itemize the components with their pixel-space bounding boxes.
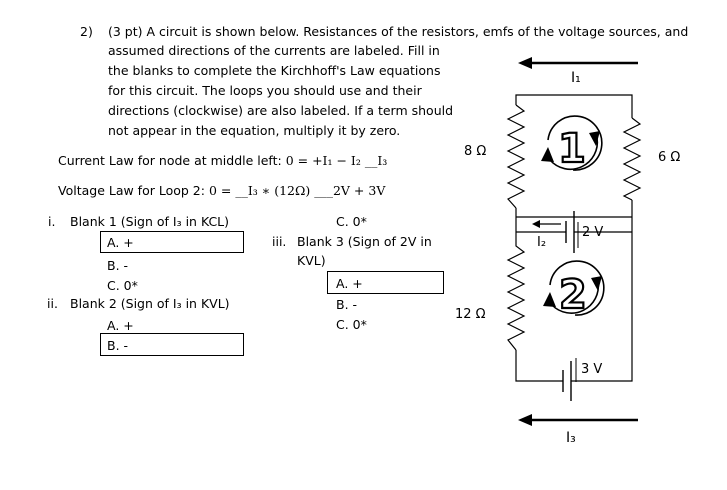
loop2-indicator [543,261,604,318]
resistor-6ohm [624,118,640,200]
i1-label: I₁ [571,70,581,86]
blank1-title: Blank 1 (Sign of I₃ in KCL) [70,214,230,229]
loop2-label: 2 [559,272,587,318]
r6-label: 6 Ω [658,150,681,165]
blank3-option-c[interactable]: C. 0* [336,317,367,332]
question-line-2: assumed directions of the currents are labeled. Fill in [108,43,440,58]
voltage-law-label: Voltage Law for Loop 2: [58,183,205,198]
loop1-indicator [541,116,602,172]
r12-label: 12 Ω [455,307,486,322]
blank1-option-c[interactable]: C. 0* [107,278,138,293]
r8-label: 8 Ω [464,144,487,159]
v2-label: 2 V [582,225,604,240]
question-line-5: directions (clockwise) are also labeled. If a term should [108,103,454,118]
blank1-roman: i. [48,214,56,229]
i3-label: I₃ [566,430,576,446]
v3-label: 3 V [581,362,603,377]
i2-label: I₂ [537,235,547,250]
loop1-label: 1 [558,126,586,172]
question-number: 2) [80,24,93,39]
blank3-title-line2: KVL) [297,253,326,268]
current-law-expression: 0 = +I₁ − I₂ __I₃ [285,153,388,168]
bottom-wire-left [516,350,563,381]
blank3-prefix-option[interactable]: C. 0* [336,214,367,229]
current-law-label: Current Law for node at middle left: [58,153,282,168]
voltage-law-expression: 0 = __I₃ ∗ (12Ω) ___2V + 3V [208,183,386,198]
blank2-roman: ii. [47,296,58,311]
blank3-option-b[interactable]: B. - [336,297,358,312]
question-line-1: (3 pt) A circuit is shown below. Resistances of the resistors, emfs of the voltage sources, and [108,24,689,39]
blank2-option-b[interactable]: B. - [107,338,129,353]
blank2-title: Blank 2 (Sign of I₃ in KVL) [70,296,230,311]
blank1-option-b[interactable]: B. - [107,258,129,273]
resistor-8ohm [508,105,524,208]
resistor-12ohm [508,232,524,350]
i1-arrow [518,57,638,69]
question-line-4: for this circuit. The loops you should use and their [108,83,422,98]
i2-arrow [532,220,561,228]
battery-3v [563,361,571,401]
blank3-option-a[interactable]: A. + [336,276,363,291]
i3-arrow [518,414,638,426]
blank1-option-a[interactable]: A. + [107,235,134,250]
question-line-6: not appear in the equation, multiply it by zero. [108,123,401,138]
blank3-title-line1: Blank 3 (Sign of 2V in [297,234,432,249]
blank3-roman: iii. [272,234,287,249]
question-line-3: the blanks to complete the Kirchhoff's Law equations [108,63,441,78]
blank2-option-a[interactable]: A. + [107,318,134,333]
